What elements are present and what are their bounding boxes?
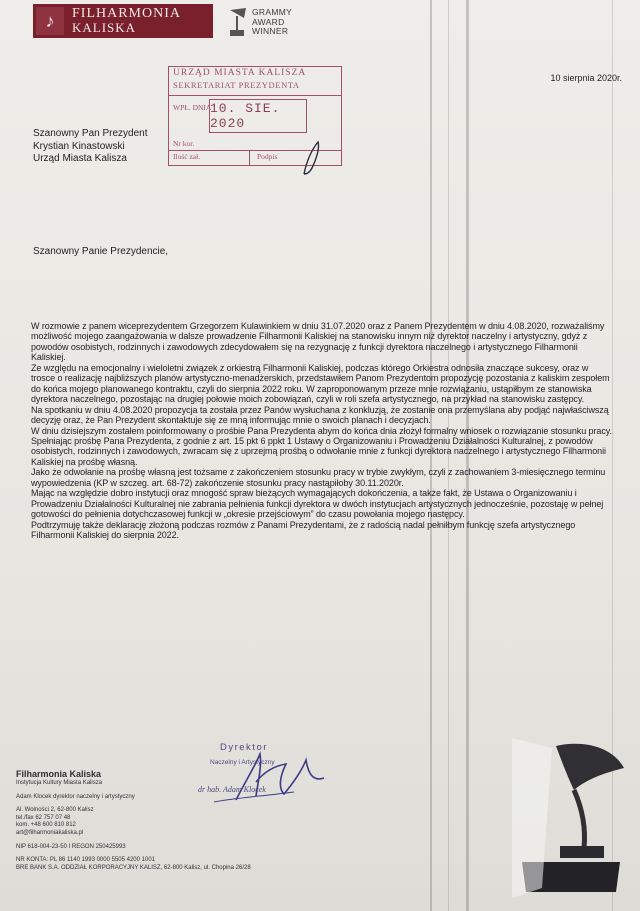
letter-date: 10 sierpnia 2020r. (550, 73, 622, 83)
letter-body (31, 321, 613, 541)
footer-director: Adam Klocek dyrektor naczelny i artystyczny (16, 793, 135, 800)
body-paragraph: W dniu dzisiejszym zostałem poinformowany o prośbie Pana Prezydenta abym do końca dnia złożył formalny wniosek o rozwiązanie stosunku pracy. (31, 425, 612, 436)
stamp-nr-label: Nr kor. (173, 139, 195, 148)
body-paragraph: Podtrzymuję także deklarację złożoną podczas rozmów z Panami Prezydentami, że z radością nadal pełniłbym funkcję szefa artystycznego Filharmonii Kaliskiej do sierpnia 2022. (31, 519, 576, 541)
body-paragraph: Na spotkaniu w dniu 4.08.2020 propozycja ta została przez Panów wysłuchana z konkluzją, że zostanie ona przemyślana aby podjąć najwłaściwszą decyzję oraz, że Pan Prezydent skontaktuje się ze mną informując mnie o swoich planach i decyzjach. (31, 404, 609, 426)
gramophone-icon (226, 6, 250, 38)
footer-nip: NIP 618-004-23-50 I REGON 250425993 (16, 843, 126, 850)
recipient-line: Urząd Miasta Kalisza (33, 153, 127, 164)
filharmonia-logo (33, 4, 213, 38)
signature-stamp-subtitle: Naczelny i Artystyczny (210, 759, 275, 766)
grammy-line-1: GRAMMY (252, 7, 293, 17)
signature-stamp-name: dr hab. Adam Klocek (198, 785, 266, 794)
grammy-badge (226, 4, 306, 42)
footer-org-name: Filharmonia Kaliska (16, 769, 102, 779)
footer-bank: BRE BANK S.A. ODDZIAŁ KORPORACYJNY KALISZ, 62-800 Kalisz, ul. Chopina 26/28 (16, 864, 251, 871)
footer-kom: kom. +48 600 810 812 (16, 822, 76, 829)
body-paragraph: Mając na względzie dobro instytucji oraz mnogość spraw bieżących wymagających dokończenia, a także fakt, że Ustawa o Organizowaniu i Prowadzeniu Działalności Kulturalnej nie zabrania pełnienia funkcji dyrektora w dwóch instytucjach artystycznych jednocześnie, pozostaję w pełnej gotowości do pełnienia dotychczasowej funkcji w „okresie przejściowym” do czasu powołania mojego następcy. (31, 488, 604, 520)
body-paragraph: Jako że odwołanie na prośbę własną jest tożsame z zakończeniem stosunku pracy w trybie zwykłym, czyli z zachowaniem 3-miesięcznego terminu wypowiedzenia (KP w szczeg. art. 68-72) zakończenie stosunku pracy nastąpiłoby 30.11.2020r. (31, 467, 606, 488)
footer-tel: tel./fax 62 757 07 48 (16, 814, 71, 821)
stamp-initials-scrawl (298, 138, 324, 178)
footer-account: NR KONTA: PL 86 1140 1993 0000 5505 4200 1001 (16, 857, 155, 864)
footer-address: Al. Wolności 2, 62-800 Kalisz (16, 807, 94, 814)
footer-org-sub: Instytucja Kultury Miasta Kalisza (16, 780, 103, 786)
stamp-ilosc-label: Ilość zał. (173, 152, 201, 161)
grammy-gramophone-icon (512, 738, 628, 898)
grammy-line-3: WINNER (252, 26, 289, 36)
body-paragraph: Spełniając prośbę Pana Prezydenta, z godnie z art. 15 pkt 6 ppkt 1 Ustawy o Organizowaniu i Prowadzeniu Działalności Kulturalnej, z powodów osobistych, rodzinnych i zawodowych, zwracam się z uprzejmą prośbą o odwołanie mnie z funkcji dyrektora naczelnego i artystycznego Filharmonii Kaliskiej na prośbę własną. (31, 435, 606, 467)
logo-line-2: KALISKA (72, 20, 137, 35)
grammy-line-2: AWARD (252, 16, 285, 27)
logo-line-1: FILHARMONIA (72, 6, 181, 21)
stamp-podpis-label: Podpis (257, 152, 278, 161)
salutation: Szanowny Panie Prezydencie, (33, 246, 169, 257)
stamp-wpl-label: WPŁ. DNIA (173, 103, 212, 112)
recipient-block (33, 128, 148, 166)
stamp-department: SEKRETARIAT PREZYDENTA (173, 80, 300, 90)
footer-contact-block (16, 769, 251, 872)
recipient-line: Szanowny Pan Prezydent (33, 128, 148, 139)
body-paragraph: W rozmowie z panem wiceprezydentem Grzegorzem Kulawinkiem w dniu 31.07.2020 oraz z Panem Prezydentem w dniu 4.08.2020, rozważaliśmy możliwość mojego zaangażowania w dalsze prowadzenie Filharmonii Kaliskiej na stanowisku innym niż dyrektor naczelny i artystyczny, gdyż z powodów osobistych, rodzinnych i zawodowych zdecydowałem się na rezygnację z funkcji dyrektora naczelnego i artystycznego Filharmonii Kaliskiej. (31, 321, 605, 363)
stamp-office: URZĄD MIASTA KALISZA (173, 68, 307, 78)
recipient-line: Krystian Kinastowski (33, 140, 125, 152)
body-paragraph: Ze względu na emocjonalny i wieloletni związek z orkiestrą Filharmonii Kaliskiej, podczas którego Orkiestra odnosiła znaczące sukcesy, oraz w trosce o realizację najbliższych planów artystyczno-menadżerskich, przedstawiłem Panom Prezydentom propozycję pozostania z kaliskim zespołem do końca mojego planowanego kontraktu, czyli do sierpnia 2022 roku. W zaproponowanym przeze mnie rozwiązaniu, ustąpiłbym ze stanowiska dyrektora naczelnego, pozostając na drugiej połowie moich zobowiązań, czyli w roli szefa artystycznego, na przykład na stanowisku zastępcy. (31, 362, 610, 405)
signature-stamp-title: Dyrektor (220, 742, 268, 753)
footer-email: art@filharmoniakaliska.pl (16, 829, 84, 836)
stamp-date: 10. SIE. 2020 (209, 99, 307, 133)
lyre-icon: ♪ (36, 7, 64, 35)
